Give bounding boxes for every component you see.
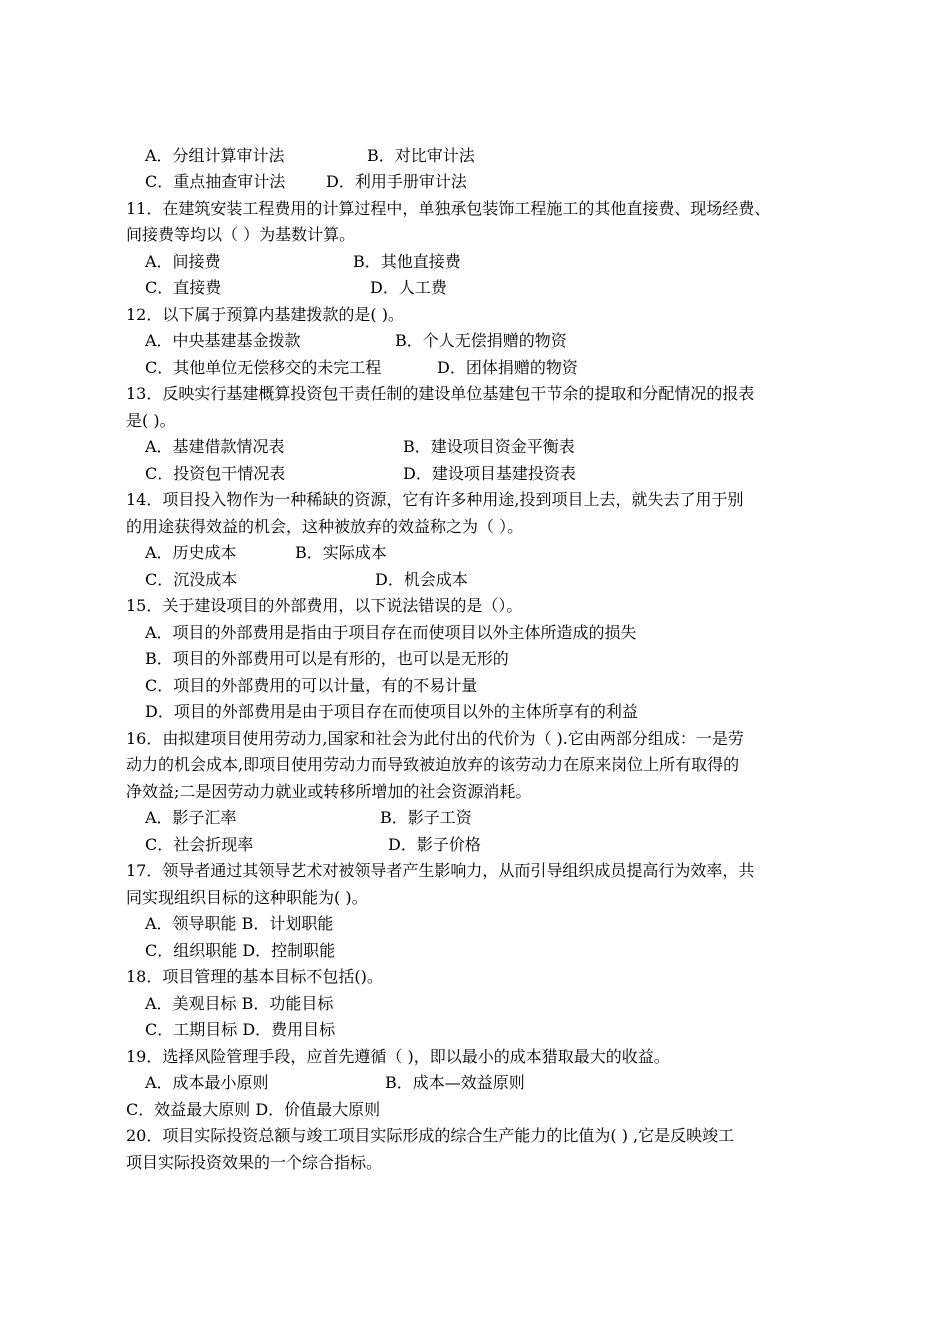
option-c: C．直接费 [145, 278, 222, 297]
question-20-text: 20．项目实际投资总额与竣工项目实际形成的综合生产能力的比值为( ) ,它是反映竣工 [126, 1126, 735, 1145]
question-17-text: 17．领导者通过其领导艺术对被领导者产生影响力，从而引导组织成员提高行为效率，共 [126, 861, 755, 880]
option-line [145, 143, 845, 169]
option-d-line: D．项目的外部费用是由于项目存在而使项目以外的主体所享有的利益 [145, 702, 638, 721]
question-17-text-cont: 同实现组织目标的这种职能为( )。 [126, 888, 368, 907]
option-a-line: A．项目的外部费用是指由于项目存在而使项目以外主体所造成的损失 [145, 623, 637, 642]
option-line [145, 434, 845, 460]
option-line [145, 249, 845, 275]
option-b: B．成本—效益原则 [385, 1073, 525, 1092]
option-b: B．对比审计法 [367, 146, 475, 165]
option-a: A．分组计算审计法 [145, 146, 285, 165]
question-14-text: 14．项目投入物作为一种稀缺的资源，它有许多种用途,投到项目上去，就失去了用于别 [126, 490, 744, 509]
option-d: D．机会成本 [375, 570, 468, 589]
option-b: B．其他直接费 [353, 252, 461, 271]
option-a: A．基建借款情况表 [145, 437, 285, 456]
option-d: D．人工费 [370, 278, 447, 297]
option-line [145, 169, 845, 195]
option-d: D．建设项目基建投资表 [403, 464, 576, 483]
option-line: C．组织职能 D．控制职能 [145, 941, 336, 960]
option-line [145, 540, 845, 566]
question-16-text-cont: 动力的机会成本,即项目使用劳动力而导致被迫放弃的该劳动力在原来岗位上所有取得的 [126, 755, 740, 774]
question-13-text: 13．反映实行基建概算投资包干责任制的建设单位基建包干节余的提取和分配情况的报表 [126, 384, 755, 403]
option-line: A．领导职能 B．计划职能 [145, 914, 334, 933]
option-c: C．社会折现率 [145, 835, 254, 854]
option-b-line: B．项目的外部费用可以是有形的，也可以是无形的 [145, 649, 509, 668]
question-14-text-cont: 的用途获得效益的机会，这种被放弃的效益称之为（ ）。 [126, 517, 524, 536]
option-line [145, 275, 845, 301]
question-20-text-cont: 项目实际投资效果的一个综合指标。 [126, 1153, 383, 1172]
option-c: C．沉没成本 [145, 570, 238, 589]
option-c-line: C．项目的外部费用的可以计量，有的不易计量 [145, 676, 478, 695]
question-11-text-cont: 间接费等均以（ ）为基数计算。 [126, 225, 356, 244]
question-13-text-cont: 是( )。 [126, 411, 176, 430]
option-a: A．成本最小原则 [145, 1073, 269, 1092]
option-line [145, 567, 845, 593]
question-11-text: 11．在建筑安装工程费用的计算过程中，单独承包装饰工程施工的其他直接费、现场经费、 [126, 199, 771, 218]
question-19-text: 19．选择风险管理手段，应首先遵循（ )，即以最小的成本猎取最大的收益。 [126, 1047, 670, 1066]
option-line: C．工期目标 D．费用目标 [145, 1020, 336, 1039]
option-b: B．影子工资 [380, 808, 472, 827]
option-b: B．个人无偿捐赠的物资 [395, 331, 567, 350]
option-d: D．利用手册审计法 [326, 172, 467, 191]
option-d: D．影子价格 [388, 835, 481, 854]
option-line [145, 461, 845, 487]
option-b: B．实际成本 [295, 543, 387, 562]
question-16-text-cont: 净效益;二是因劳动力就业或转移所增加的社会资源消耗。 [126, 782, 532, 801]
option-line [145, 355, 845, 381]
option-line [145, 328, 845, 354]
question-15-text: 15．关于建设项目的外部费用，以下说法错误的是（）。 [126, 596, 523, 615]
question-16-text: 16．由拟建项目使用劳动力,国家和社会为此付出的代价为（ ).它由两部分组成：一是劳 [126, 729, 744, 748]
option-d: D．团体捐赠的物资 [437, 358, 578, 377]
option-a: A．中央基建基金拨款 [145, 331, 301, 350]
option-a: A．影子汇率 [145, 808, 237, 827]
option-line [145, 832, 845, 858]
option-b: B．建设项目资金平衡表 [403, 437, 575, 456]
option-line: C．效益最大原则 D．价值最大原则 [126, 1100, 381, 1119]
option-line: A．美观目标 B．功能目标 [145, 994, 334, 1013]
question-18-text: 18．项目管理的基本目标不包括()。 [126, 967, 383, 986]
option-c: C．投资包干情况表 [145, 464, 286, 483]
option-a: A．历史成本 [145, 543, 237, 562]
option-a: A．间接费 [145, 252, 221, 271]
option-line [145, 1070, 845, 1096]
option-line [145, 805, 845, 831]
question-12-text: 12．以下属于预算内基建拨款的是( )。 [126, 305, 404, 324]
option-c: C．其他单位无偿移交的未完工程 [145, 358, 382, 377]
option-c: C．重点抽查审计法 [145, 172, 286, 191]
